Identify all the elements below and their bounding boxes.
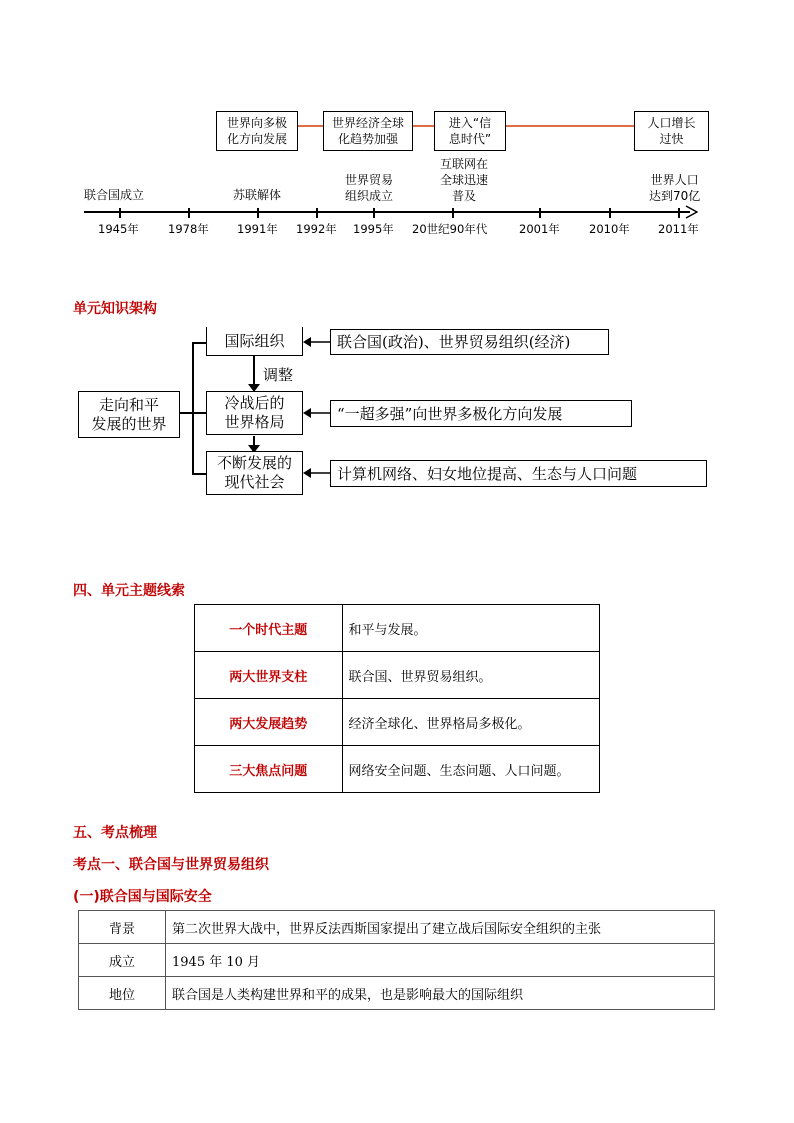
- timeline-box-multipolar: 世界向多极 化方向发展: [216, 111, 298, 151]
- year-label: 1995年: [353, 222, 394, 236]
- timeline-tick: [452, 208, 454, 218]
- branch-international-organizations: 国际组织: [206, 327, 303, 356]
- review-heading: 五、考点梳理: [73, 825, 157, 841]
- theme-key: 两大世界支柱: [195, 652, 343, 699]
- table-row: [195, 699, 600, 746]
- theme-key: 两大发展趋势: [195, 699, 343, 746]
- timeline-tick: [373, 208, 375, 218]
- un-key: 背景: [79, 911, 166, 944]
- un-table: [78, 910, 715, 1010]
- year-label: 1991年: [237, 222, 278, 236]
- timeline-axis: [84, 211, 690, 213]
- adjust-label: 调整: [263, 366, 294, 384]
- theme-key: 一个时代主题: [195, 605, 343, 652]
- timeline-connector: [412, 125, 434, 127]
- timeline-tick: [119, 208, 121, 218]
- table-row: [195, 652, 600, 699]
- arrow-left-icon: [303, 407, 331, 419]
- table-row: [195, 746, 600, 793]
- arrow-left-icon: [303, 467, 331, 479]
- sub-one-heading: (一)联合国与国际安全: [73, 889, 212, 905]
- year-label: 1992年: [296, 222, 337, 236]
- branch-desc-organizations: 联合国(政治)、世界贸易组织(经济): [330, 329, 609, 355]
- theme-value: 经济全球化、世界格局多极化。: [342, 699, 599, 746]
- timeline-tick: [316, 208, 318, 218]
- un-value: 联合国是人类构建世界和平的成果，也是影响最大的国际组织: [166, 977, 715, 1010]
- timeline-tick: [609, 208, 611, 218]
- year-label: 1945年: [98, 222, 139, 236]
- branch-modern-society: 不断发展的 现代社会: [206, 451, 303, 495]
- timeline-tick: [678, 208, 680, 218]
- themes-table: [194, 604, 600, 793]
- theme-value: 和平与发展。: [342, 605, 599, 652]
- structure-heading: 单元知识架构: [73, 301, 157, 317]
- event-wto-founded: 世界贸易 组织成立: [345, 173, 394, 203]
- table-row: [79, 977, 715, 1010]
- timeline-box-information-age: 进入“信 息时代”: [434, 111, 506, 151]
- table-row: [79, 944, 715, 977]
- timeline-box-globalization: 世界经济全球 化趋势加强: [323, 111, 413, 151]
- root-node: 走向和平 发展的世界: [78, 391, 180, 438]
- year-label: 20世纪90年代: [412, 222, 488, 236]
- year-label: 2010年: [589, 222, 630, 236]
- un-key: 地位: [79, 977, 166, 1010]
- timeline-connector: [505, 125, 634, 127]
- event-ussr-dissolution: 苏联解体: [233, 188, 282, 202]
- timeline-connector: [297, 125, 323, 127]
- event-un-founded: 联合国成立: [84, 188, 145, 202]
- year-label: 1978年: [168, 222, 209, 236]
- event-internet-spread: 互联网在 全球迅速 普及: [440, 157, 489, 203]
- theme-value: 网络安全问题、生态问题、人口问题。: [342, 746, 599, 793]
- un-value: 第二次世界大战中，世界反法西斯国家提出了建立战后国际安全组织的主张: [166, 911, 715, 944]
- timeline-box-population: 人口增长 过快: [634, 111, 709, 151]
- branch-desc-world-pattern: “一超多强”向世界多极化方向发展: [330, 400, 632, 427]
- connector-line: [192, 342, 194, 474]
- timeline-arrow-icon: [684, 205, 698, 219]
- connector-line: [192, 473, 206, 475]
- timeline-tick: [257, 208, 259, 218]
- year-label: 2001年: [519, 222, 560, 236]
- un-key: 成立: [79, 944, 166, 977]
- year-label: 2011年: [658, 222, 699, 236]
- theme-key: 三大焦点问题: [195, 746, 343, 793]
- branch-post-cold-war: 冷战后的 世界格局: [206, 391, 303, 435]
- table-row: [79, 911, 715, 944]
- event-population-7-billion: 世界人口 达到70亿: [649, 173, 701, 203]
- theme-value: 联合国、世界贸易组织。: [342, 652, 599, 699]
- branch-desc-modern-society: 计算机网络、妇女地位提高、生态与人口问题: [330, 460, 707, 487]
- timeline-tick: [188, 208, 190, 218]
- themes-heading: 四、单元主题线索: [73, 583, 185, 599]
- connector-line: [192, 342, 206, 344]
- arrow-left-icon: [303, 336, 331, 348]
- table-row: [195, 605, 600, 652]
- connector-line: [192, 412, 206, 414]
- point-one-heading: 考点一、联合国与世界贸易组织: [73, 857, 269, 873]
- un-value: 1945 年 10 月: [166, 944, 715, 977]
- timeline-tick: [539, 208, 541, 218]
